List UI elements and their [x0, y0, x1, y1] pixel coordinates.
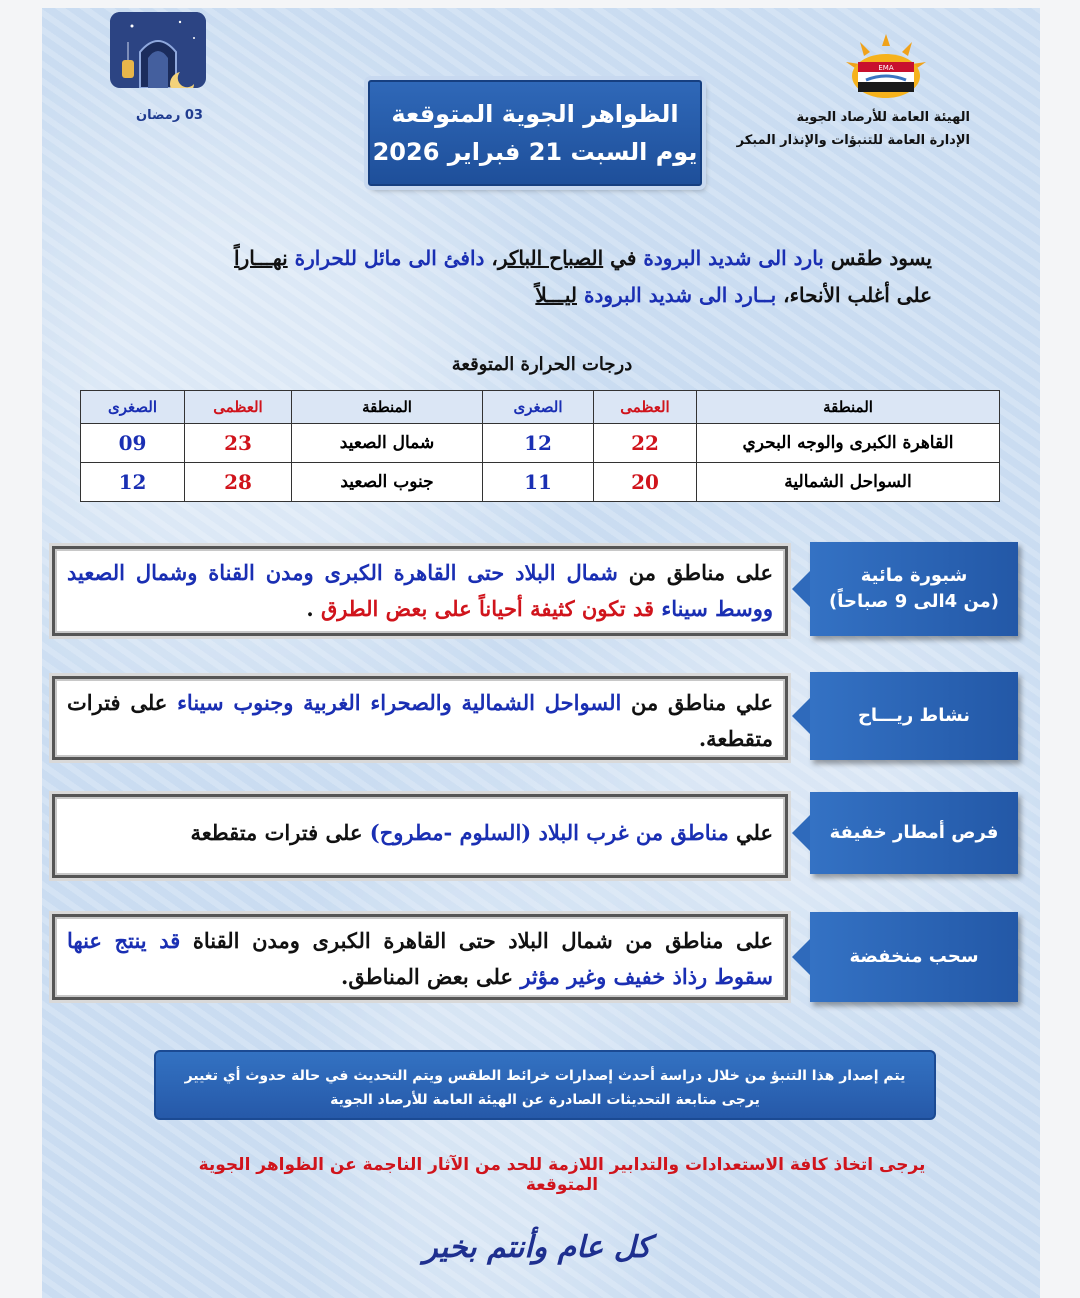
summary-text: بارد الى شديد البرودة	[643, 246, 824, 270]
clouds-effect: قد ينتج عنها سقوط رذاذ خفيف وغير مؤثر	[67, 928, 773, 989]
org-name: الهيئة العامة للأرصاد الجوية	[796, 110, 970, 125]
summary-text: يسود طقس	[823, 246, 932, 270]
column-header-region: المنطقة	[697, 391, 1000, 424]
column-header-max: العظمى	[185, 391, 292, 424]
org-department: الإدارة العامة للتنبؤات والإنذار المبكر	[736, 133, 970, 148]
update-note-line: يتم إصدار هذا التنبؤ من خلال دراسة أحدث إصدارات خرائط الطقس ويتم التحديث في حالة حدوث أي تغيير	[184, 1068, 906, 1084]
fog-text: .	[306, 596, 321, 621]
ema-logo	[840, 32, 932, 102]
wind-text: على فترات متقطعة.	[67, 690, 773, 751]
summary-text: الصباح الباكر	[497, 246, 604, 270]
region-cell: السواحل الشمالية	[697, 463, 1000, 502]
clouds-label	[810, 912, 1018, 1002]
min-temp-cell: 11	[483, 463, 594, 502]
wind-text: علي مناطق من	[621, 690, 773, 715]
precaution-warning: يرجى اتخاذ كافة الاستعدادات والتدابير اللازمة للحد من الآثار الناجمة عن الظواهر الجوية المتوقعة	[198, 1155, 926, 1195]
region-cell: جنوب الصعيد	[292, 463, 483, 502]
fog-warning-text: قد تكون كثيفة أحياناً على بعض الطرق	[321, 596, 662, 621]
region-cell: القاهرة الكبرى والوجه البحري	[697, 424, 1000, 463]
table-row	[81, 424, 1000, 463]
min-temp-cell: 12	[483, 424, 594, 463]
fog-label-title: شبورة مائية	[860, 565, 968, 586]
summary-text: ليـــلاً	[535, 283, 577, 307]
title-box	[368, 80, 702, 186]
rain-text: علي	[728, 820, 773, 845]
column-header-region: المنطقة	[292, 391, 483, 424]
ramadan-day: 03 رمضان	[136, 108, 203, 123]
summary-text: في	[603, 246, 644, 270]
greeting-text: كل عام وأنتم بخير	[423, 1230, 651, 1265]
min-temp-cell: 12	[81, 463, 185, 502]
max-temp-cell: 22	[594, 424, 697, 463]
temperatures-title: درجات الحرارة المتوقعة	[451, 354, 633, 375]
update-note	[154, 1050, 936, 1120]
column-header-max: العظمى	[594, 391, 697, 424]
table-header-row	[81, 391, 1000, 424]
rain-label-title: فرص أمطار خفيفة	[829, 822, 999, 843]
forecast-sheet	[42, 8, 1040, 1298]
summary-text: على أغلب الأنحاء،	[776, 283, 932, 307]
weather-summary	[132, 240, 932, 314]
fog-description	[52, 546, 788, 636]
clouds-text: على بعض المناطق.	[341, 964, 521, 989]
column-header-min: الصغرى	[483, 391, 594, 424]
fog-text: على مناطق من	[617, 560, 773, 585]
fog-areas: شمال البلاد حتى القاهرة الكبرى ومدن القناة وشمال الصعيد ووسط سيناء	[67, 560, 773, 621]
max-temp-cell: 23	[185, 424, 292, 463]
summary-text: ،	[484, 246, 498, 270]
wind-areas: السواحل الشمالية والصحراء الغربية وجنوب سيناء	[177, 690, 622, 715]
summary-text: دافئ الى مائل للحرارة	[294, 246, 485, 270]
wind-label-title: نشاط ريـــاح	[857, 705, 971, 726]
max-temp-cell: 20	[594, 463, 697, 502]
temperature-table	[80, 390, 1000, 502]
column-header-min: الصغرى	[81, 391, 185, 424]
ramadan-lantern-image	[110, 12, 206, 88]
table-row	[81, 463, 1000, 502]
fog-label-time: (من 4الى 9 صباحاً)	[828, 591, 1000, 612]
min-temp-cell: 09	[81, 424, 185, 463]
page-title: الظواهر الجوية المتوقعة	[391, 100, 679, 128]
fog-label	[810, 542, 1018, 636]
max-temp-cell: 28	[185, 463, 292, 502]
rain-areas: مناطق من غرب البلاد (السلوم -مطروح)	[369, 820, 729, 845]
svg-text:EMA: EMA	[878, 64, 894, 72]
summary-text: بــارد الى شديد البرودة	[583, 283, 777, 307]
clouds-label-title: سحب منخفضة	[849, 946, 979, 967]
wind-description	[52, 676, 788, 760]
region-cell: شمال الصعيد	[292, 424, 483, 463]
summary-text: نهـــاراً	[234, 246, 288, 270]
rain-description	[52, 794, 788, 878]
rain-text: على فترات متقطعة	[190, 820, 370, 845]
wind-label	[810, 672, 1018, 760]
forecast-date: يوم السبت 21 فبراير 2026	[372, 138, 698, 166]
clouds-text: على مناطق من شمال البلاد حتى القاهرة الكبرى ومدن القناة	[180, 928, 773, 953]
update-note-line: يرجى متابعة التحديثات الصادرة عن الهيئة العامة للأرصاد الجوية	[330, 1092, 760, 1108]
clouds-description	[52, 914, 788, 1000]
rain-label	[810, 792, 1018, 874]
